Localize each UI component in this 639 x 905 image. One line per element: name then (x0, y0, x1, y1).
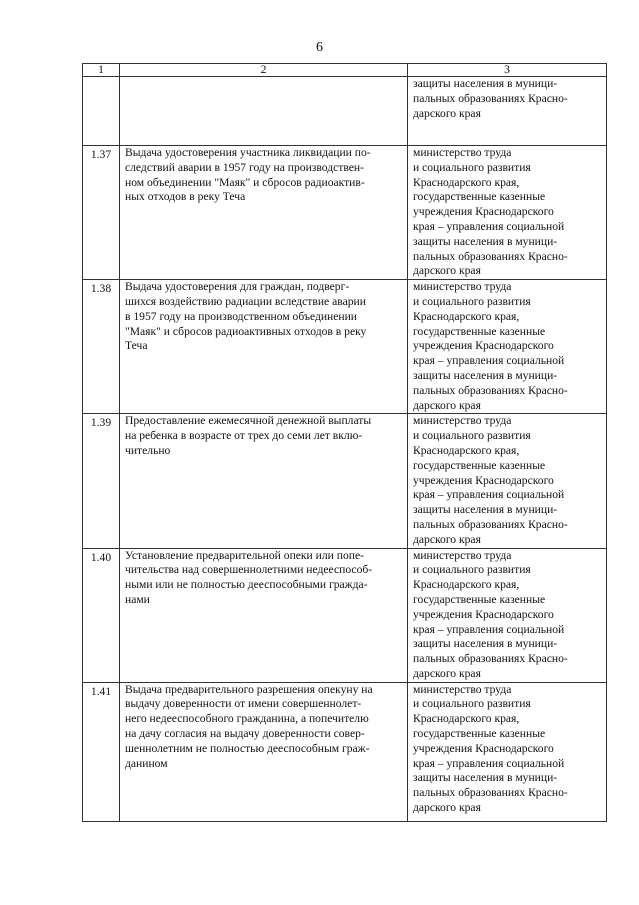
continuation-org-cell: защиты населения в муници- пальных образованиях Красно- дарского края (408, 77, 607, 146)
row-number: 1.40 (83, 548, 120, 682)
service-name-cell (120, 548, 408, 682)
service-name-empty (120, 77, 408, 146)
table-row (83, 146, 607, 280)
table-row (83, 414, 607, 548)
table-row (83, 548, 607, 682)
service-name-cell (120, 414, 408, 548)
table-row-continuation (83, 77, 607, 146)
table-row (83, 280, 607, 414)
service-name: Выдача предварительного разрешения опекуну на выдачу доверенности от имени совершеннолет- него недееспособного гражданина, а попечителю на дачу согласия на выдачу доверенности совер- шеннолетним не полностью дееспособным граж- данином (125, 682, 373, 770)
service-name: Предоставление ежемесячной денежной выплаты на ребенка в возрасте от трех до семи лет вклю- чительно (125, 414, 372, 457)
service-name-cell (120, 682, 408, 821)
column-header-1: 1 (83, 64, 120, 77)
row-number: 1.39 (83, 414, 120, 548)
responsible-org: министерство труда и социального развития Краснодарского края, государственные казенные учреждения Краснодарского края – управления социальной защиты населения в муници- пальных образованиях Красно- дарского края (408, 682, 607, 821)
responsible-org: министерство труда и социального развития Краснодарского края, государственные казенные учреждения Краснодарского края – управления социальной защиты населения в муници- пальных образованиях Красно- дарского края (408, 146, 607, 280)
service-name-cell (120, 280, 408, 414)
services-table (82, 63, 607, 822)
column-header-3: 3 (408, 64, 607, 77)
column-header-2: 2 (120, 64, 408, 77)
row-number: 1.37 (83, 146, 120, 280)
table-header-row (83, 64, 607, 77)
responsible-org: министерство труда и социального развития Краснодарского края, государственные казенные учреждения Краснодарского края – управления социальной защиты населения в муници- пальных образованиях Красно- дарского края (408, 414, 607, 548)
responsible-org: министерство труда и социального развития Краснодарского края, государственные казенные учреждения Краснодарского края – управления социальной защиты населения в муници- пальных образованиях Красно- дарского края (408, 280, 607, 414)
row-number-empty (83, 77, 120, 146)
page-number: 6 (316, 40, 323, 55)
service-name-cell (120, 146, 408, 280)
row-number: 1.41 (83, 682, 120, 821)
row-number: 1.38 (83, 280, 120, 414)
table-row (83, 682, 607, 821)
service-name: Установление предварительной опеки или попе- чительства над совершеннолетними недееспособ- ными или не полностью дееспособными гражда- нами (125, 548, 373, 606)
service-name: Выдача удостоверения для граждан, подверг- шихся воздействию радиации вследствие аварии в 1957 году на производственном объединении "Маяк" и сбросов радиоактивных отходов в реку Теча (125, 280, 367, 353)
responsible-org: министерство труда и социального развития Краснодарского края, государственные казенные учреждения Краснодарского края – управления социальной защиты населения в муници- пальных образованиях Красно- дарского края (408, 548, 607, 682)
service-name: Выдача удостоверения участника ликвидации по- следствий аварии в 1957 году на производствен- ном объединении "Маяк" и сбросов радиоактив- ных отходов в реку Теча (125, 146, 371, 204)
